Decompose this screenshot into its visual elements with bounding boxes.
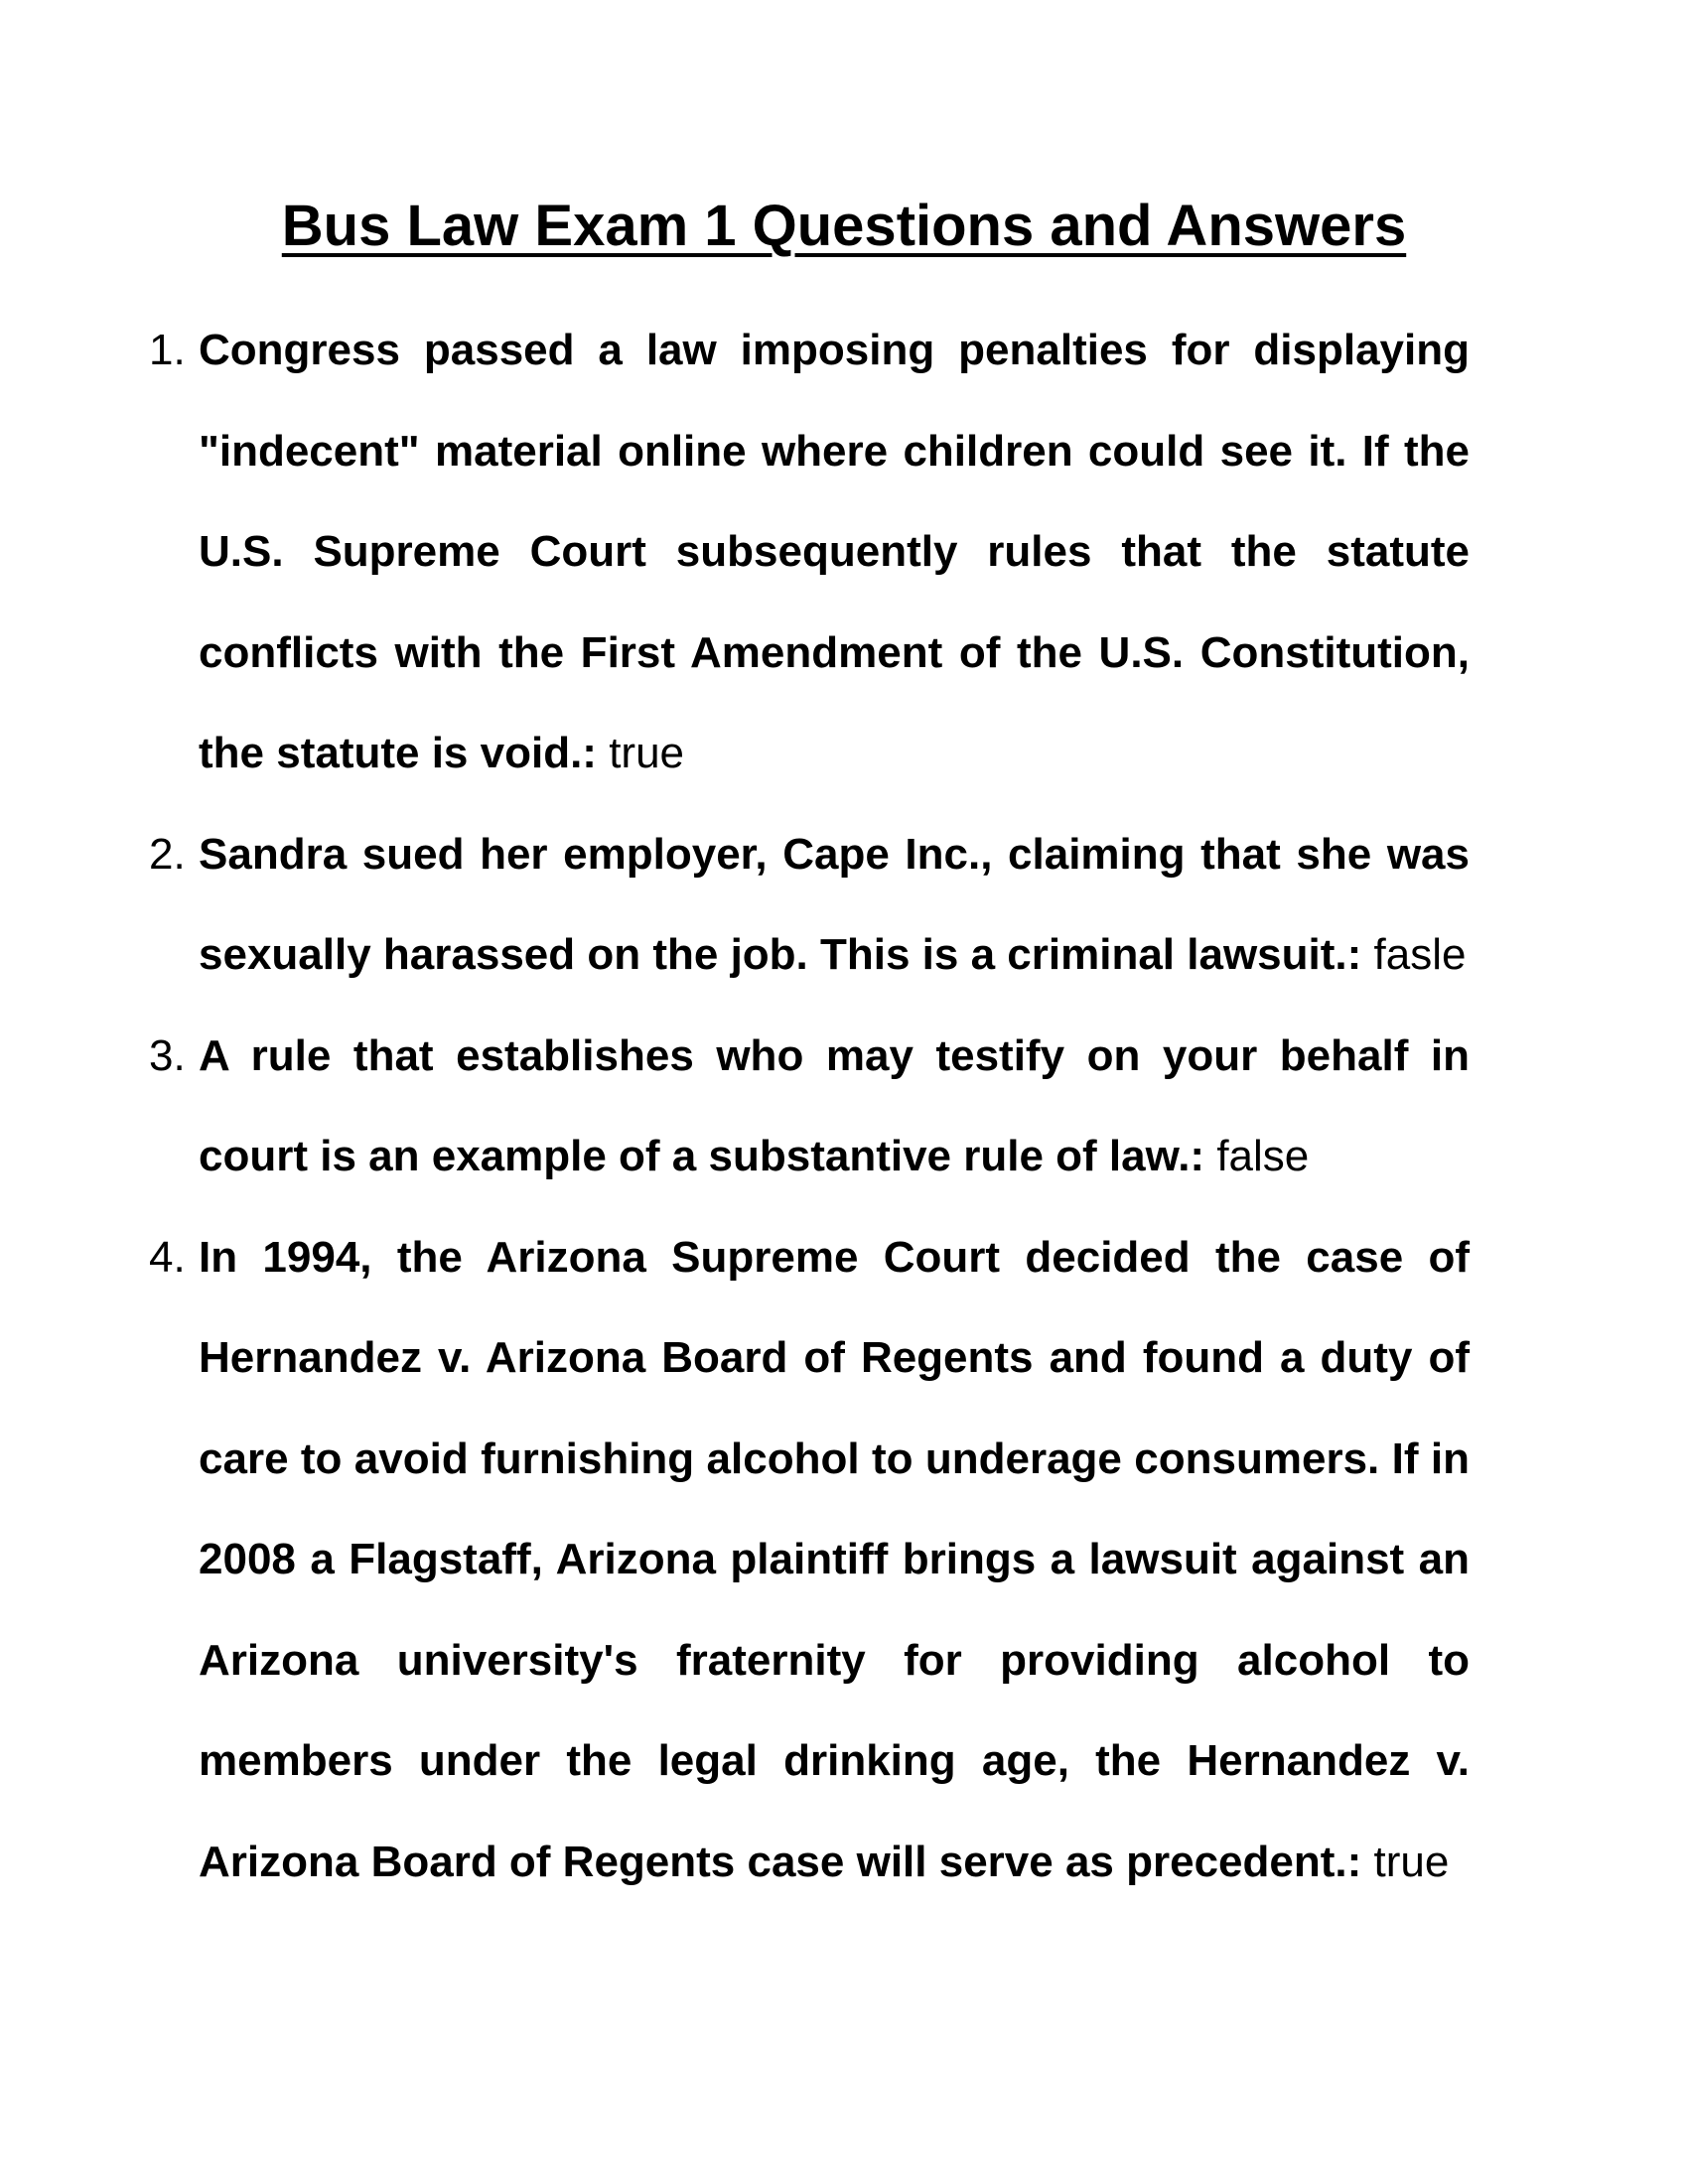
question-text: Sandra sued her employer, Cape Inc., claiming that she was sexually harassed on the job. This is a criminal lawsuit.: [199,829,1470,979]
answer-text: false [1216,1132,1310,1180]
question-item-3 [149,1006,1470,1207]
question-text-block [199,804,1470,1006]
question-text: In 1994, the Arizona Supreme Court decided the case of Hernandez v. Arizona Board of Regents and found a duty of care to avoid furnishing alcohol to underage consumers. If in 2008 a Flagstaff, Arizona plaintiff brings a lawsuit against an Arizona university's fraternity for providing alcohol to members under the legal drinking age, the Hernandez v. Arizona Board of Regents case will serve as precedent.: [199,1232,1470,1886]
question-item-1 [149,300,1470,804]
question-number: 1. [149,326,186,374]
document-title: Bus Law Exam 1 Questions and Answers [281,194,1407,258]
question-number: 2. [149,829,186,879]
question-list [149,300,1470,1912]
question-text-block [199,300,1470,804]
question-number: 4. [149,1232,186,1282]
question-text: Congress passed a law imposing penalties for displaying "indecent" material online where children could see it. If the U.S. Supreme Court subsequently rules that the statute conflicts with the First Amendment of the U.S. Constitution, the statute is void.: [199,326,1470,777]
question-item-2 [149,804,1470,1006]
answer-text: true [1373,1837,1450,1886]
question-number: 3. [149,1030,186,1080]
question-text: A rule that establishes who may testify on your behalf in court is an example of a substantive rule of law.: [199,1030,1470,1180]
question-text-block [199,1006,1470,1207]
question-item-4 [149,1207,1470,1913]
question-text-block [199,1207,1470,1913]
answer-text: fasle [1373,930,1467,979]
answer-text: true [609,729,685,777]
